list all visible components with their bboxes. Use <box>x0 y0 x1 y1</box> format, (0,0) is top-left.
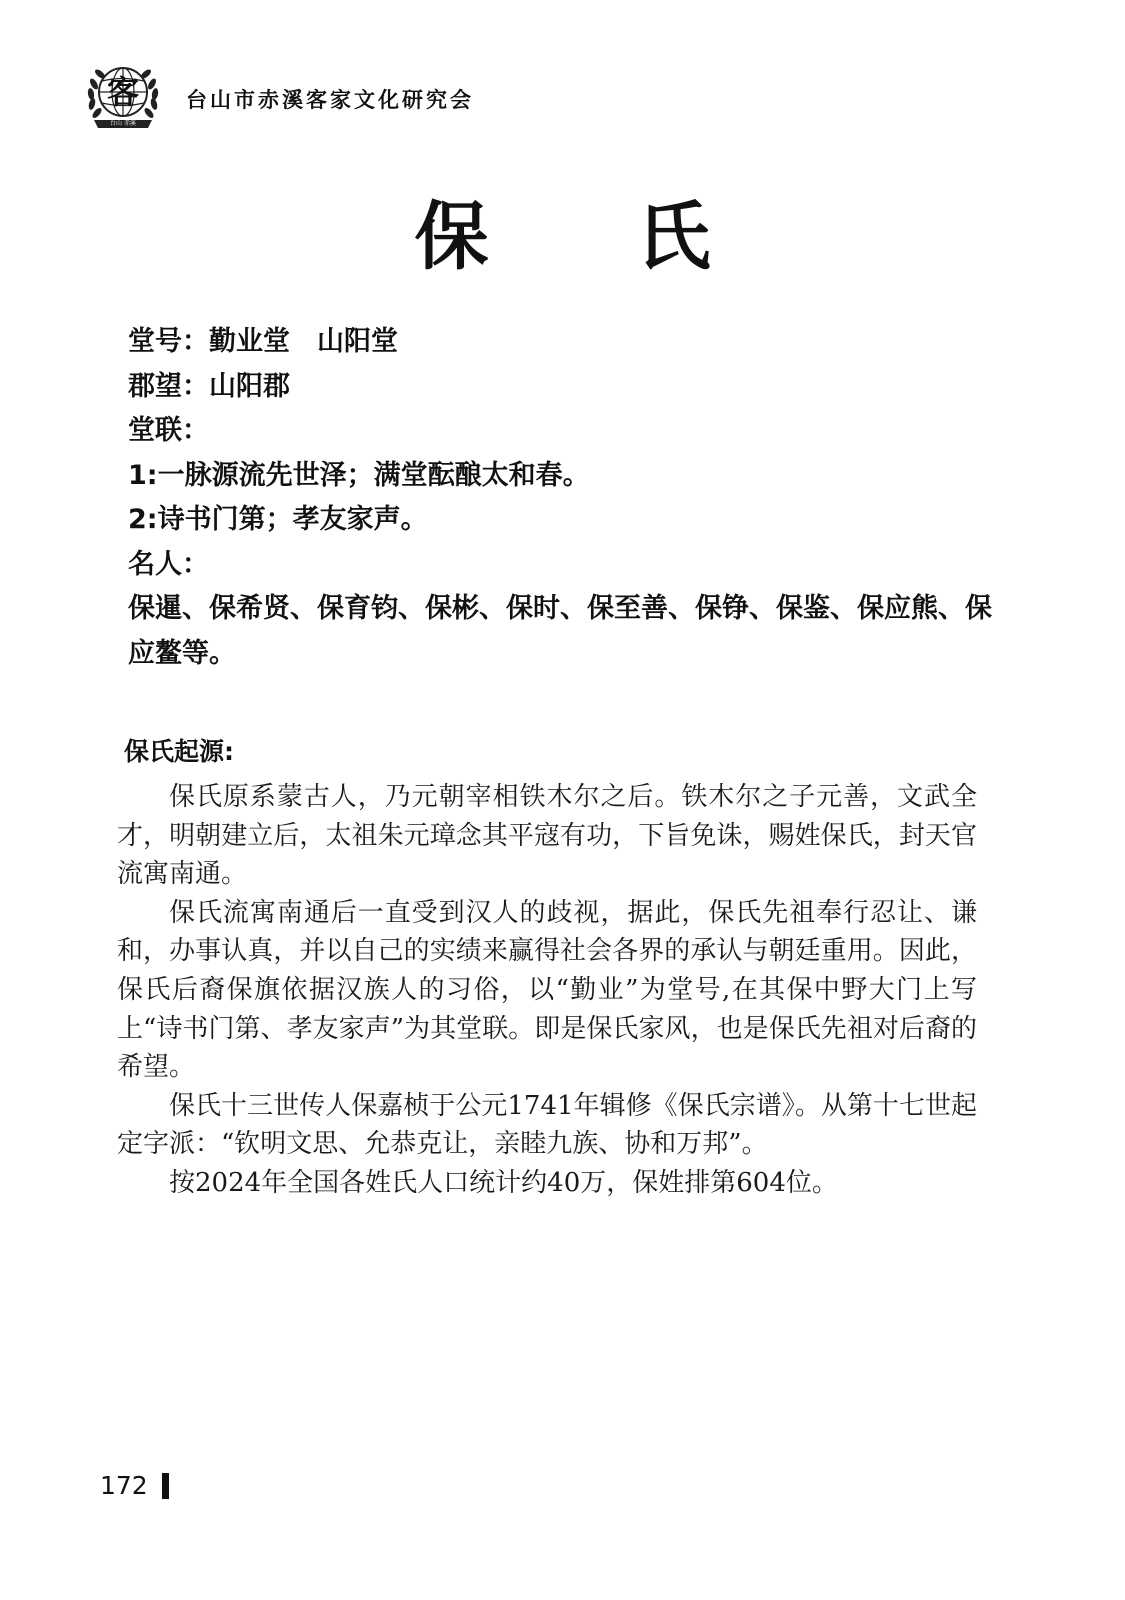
origin-paragraph: 保氏十三世传人保嘉桢于公元1741年辑修《保氏宗谱》。从第十七世起定字派：“钦明文思、允恭克让，亲睦九族、协和万邦”。 <box>117 1090 977 1160</box>
tanglian-couplet-1: 1:一脉源流先世泽；满堂酝酿太和春。 <box>128 459 590 491</box>
page-footer <box>100 1471 169 1500</box>
mingren-list: 保暹、保希贤、保育钧、保彬、保时、保至善、保铮、保鉴、保应熊、保应鳌等。 <box>128 593 992 669</box>
organization-name: 台山市赤溪客家文化研究会 <box>186 87 474 112</box>
tanglian-couplet-2: 2:诗书门第；孝友家声。 <box>128 504 428 535</box>
origin-paragraph: 保氏流寓南通后一直受到汉人的歧视，据此，保氏先祖奉行忍让、谦和，办事认真，并以自己的实绩来赢得社会各界的承认与朝廷重用。因此，保氏后裔保旗依据汉族人的习俗，以“勤业”为堂号,在其保中野大门上写上“诗书门第、孝友家声”为其堂联。即是保氏家风，也是保氏先祖对后裔的希望。 <box>117 897 977 1083</box>
origin-paragraph: 按2024年全国各姓氏人口统计约40万，保姓排第604位。 <box>169 1167 838 1198</box>
tanghao-line: 堂号：勤业堂 山阳堂 <box>128 326 398 357</box>
origin-body <box>117 778 977 1203</box>
globe-wreath-emblem-icon <box>84 54 162 134</box>
page-number: 172 <box>100 1471 148 1500</box>
page-marker-bar <box>162 1473 169 1499</box>
surname-info-block <box>128 320 1008 676</box>
junwang-line: 郡望：山阳郡 <box>128 370 290 402</box>
origin-paragraph: 保氏原系蒙古人，乃元朝宰相铁木尔之后。铁木尔之子元善，文武全才，明朝建立后，太祖朱元璋念其平寇有功，下旨免诛，赐姓保氏，封天官流寓南通。 <box>117 782 977 890</box>
logo-ribbon-text: 台山 赤溪 <box>110 120 136 127</box>
page-header <box>84 52 474 136</box>
logo-character: 客 <box>106 73 139 111</box>
mingren-label: 名人： <box>128 548 209 580</box>
origin-heading: 保氏起源: <box>124 737 234 766</box>
page-title: 保 氏 <box>414 194 711 280</box>
tanglian-label: 堂联： <box>128 415 209 446</box>
